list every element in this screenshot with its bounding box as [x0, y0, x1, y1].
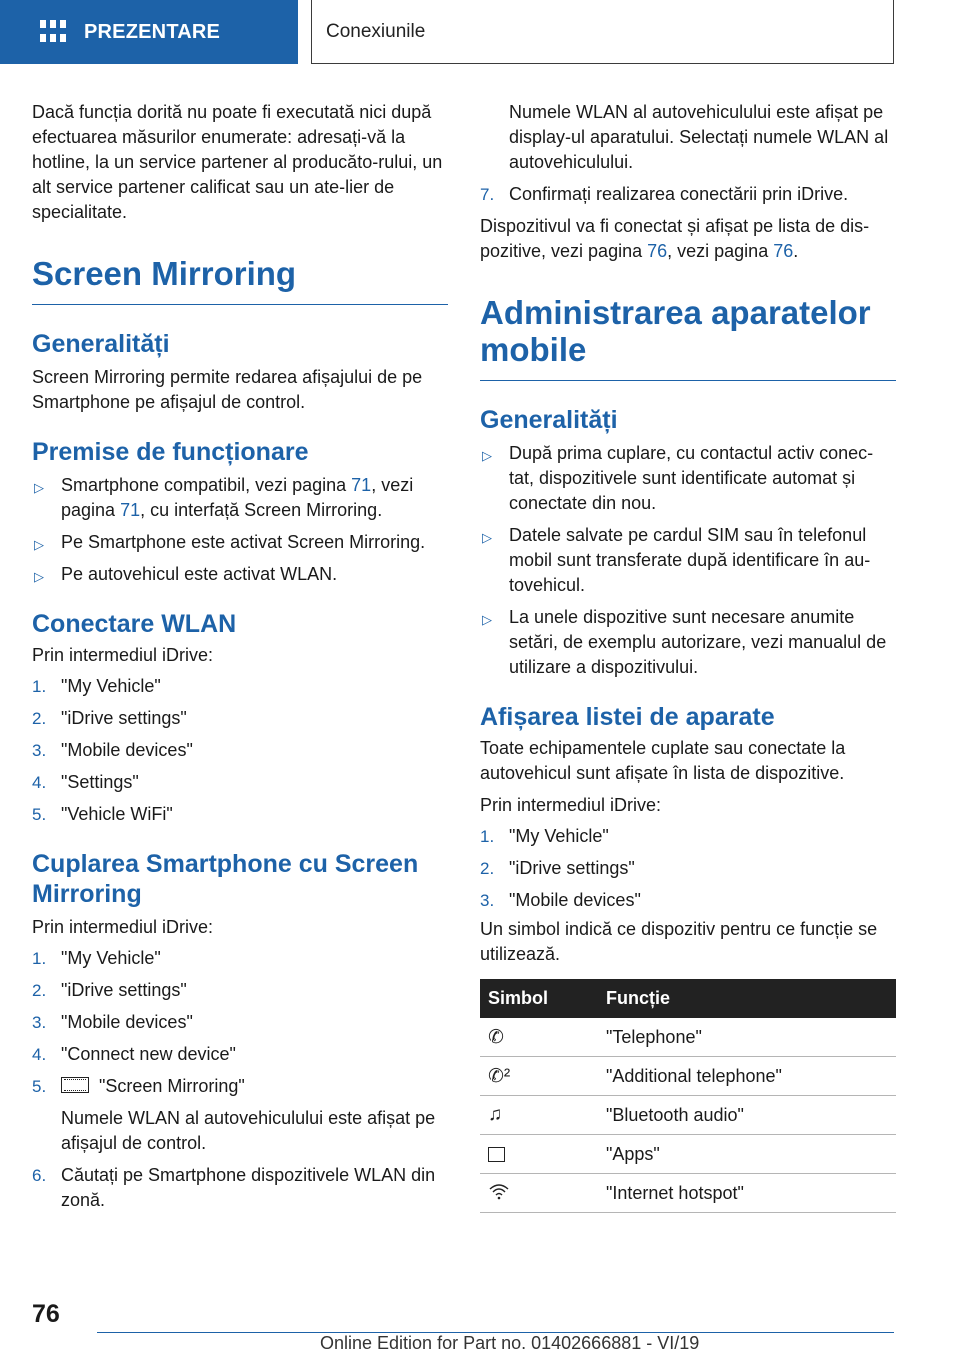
triangle-bullet-icon: ▷	[34, 480, 44, 495]
afisarea-intro: Prin intermediul iDrive:	[480, 795, 662, 815]
grid-menu-icon	[40, 20, 66, 44]
music-note-icon: ♫	[488, 1104, 503, 1125]
triangle-bullet-icon: ▷	[34, 537, 44, 552]
column-header-simbol: Simbol	[480, 979, 606, 1018]
step-subtext: Numele WLAN al autovehiculului este afișat pe afișajul de control.	[61, 1108, 436, 1153]
page-link[interactable]: 76	[647, 241, 668, 261]
wlan-steps	[32, 674, 448, 827]
step-item: 2. "iDrive settings"	[32, 980, 187, 1000]
afisarea-paragraph: Toate echipamentele cuplate sau conectate la autovehicul sunt afișate în lista de dispozitive.	[480, 738, 846, 783]
step-item: 5. "Screen Mirroring"	[32, 1076, 245, 1096]
table-row: ✆² "Additional telephone"	[480, 1057, 896, 1096]
list-item: ▷ Datele salvate pe cardul SIM sau în telefonul mobil sunt transferate după identificare în au-tovehicul.	[482, 525, 871, 595]
left-column	[32, 100, 448, 1213]
step-item: 7. Confirmați realizarea conectării prin iDrive.	[480, 184, 849, 204]
connected-paragraph: Dispozitivul va fi conectat și afișat pe lista de dis-pozitive, vezi pagina 76, vezi pagina 76.	[480, 216, 870, 261]
screen-mirroring-icon	[61, 1077, 89, 1093]
triangle-bullet-icon: ▷	[482, 448, 492, 463]
wifi-icon	[488, 1182, 510, 1200]
table-row: "Internet hotspot"	[480, 1174, 896, 1213]
step-item: 1. "My Vehicle"	[480, 826, 609, 846]
generalitati-list	[480, 441, 896, 680]
symbol-paragraph: Un simbol indică ce dispozitiv pentru ce funcție se utilizează.	[480, 919, 878, 964]
cuplarea-intro: Prin intermediul iDrive:	[32, 917, 214, 937]
step-item: 5. "Vehicle WiFi"	[32, 804, 173, 824]
afisarea-steps	[480, 824, 896, 913]
continued-steps	[480, 100, 896, 207]
section-tab[interactable]	[0, 0, 298, 64]
premise-list	[32, 473, 448, 587]
step-item: 2. "iDrive settings"	[32, 708, 187, 728]
phone-icon: ✆	[488, 1026, 504, 1048]
step-item: 3. "Mobile devices"	[32, 740, 193, 760]
page-link[interactable]: 71	[120, 500, 141, 520]
step-item: 3. "Mobile devices"	[32, 1012, 193, 1032]
list-item: ▷ Pe autovehicul este activat WLAN.	[32, 562, 448, 587]
step-item: 1. "My Vehicle"	[32, 676, 161, 696]
step-item: 3. "Mobile devices"	[480, 890, 641, 910]
page-link[interactable]: 76	[773, 241, 794, 261]
phone-2-icon: ✆²	[488, 1065, 511, 1087]
apps-square-icon	[488, 1147, 505, 1162]
wlan-intro: Prin intermediul iDrive:	[32, 645, 214, 665]
list-item: ▷ După prima cuplare, cu contactul activ conec-tat, dispozitivele sunt identificate automat și conectate din nou.	[482, 443, 874, 513]
cuplarea-steps	[32, 946, 448, 1213]
triangle-bullet-icon: ▷	[482, 530, 492, 545]
heading-cuplarea: Cuplarea Smartphone cu Screen Mirroring	[32, 850, 419, 908]
heading-premise: Premise de funcționare	[32, 438, 309, 466]
step-subtext: Numele WLAN al autovehiculului este afișat pe display-ul aparatului. Selectați numele WLAN al autovehiculului.	[509, 102, 889, 172]
table-row: "Apps"	[480, 1135, 896, 1174]
step-item: 2. "iDrive settings"	[480, 858, 635, 878]
step-item: 4. "Settings"	[32, 772, 139, 792]
symbol-table	[480, 979, 896, 1213]
list-item: ▷ Smartphone compatibil, vezi pagina 71, vezi pagina 71, cu interfață Screen Mirroring.	[34, 475, 414, 520]
table-row: ♫ "Bluetooth audio"	[480, 1096, 896, 1135]
triangle-bullet-icon: ▷	[34, 569, 44, 584]
page-link[interactable]: 71	[351, 475, 372, 495]
column-header-functie: Funcție	[606, 979, 896, 1018]
intro-paragraph: Dacă funcția dorită nu poate fi executată nici după efectuarea măsurilor enumerate: adresați-vă la hotline, la un service partener al producăto-rului, un alt service partener calificat sau un ate-lier de specialitate.	[32, 102, 443, 222]
right-column	[480, 100, 896, 1213]
list-item: ▷ Pe Smartphone este activat Screen Mirroring.	[32, 530, 448, 555]
triangle-bullet-icon: ▷	[482, 612, 492, 627]
heading-conectare-wlan: Conectare WLAN	[32, 610, 237, 638]
section-heading-administrarea: Administrarea aparatelor mobile	[480, 294, 896, 381]
table-header-row	[480, 979, 896, 1018]
heading-generalitati: Generalități	[32, 330, 170, 358]
table-row: ✆ "Telephone"	[480, 1018, 896, 1057]
section-heading-screen-mirroring: Screen Mirroring	[32, 255, 448, 305]
step-item: 1. "My Vehicle"	[32, 948, 161, 968]
heading-afisarea: Afișarea listei de aparate	[480, 703, 775, 731]
section-tab-label: PREZENTARE	[84, 20, 221, 43]
heading-generalitati-right: Generalități	[480, 406, 618, 434]
breadcrumb-label: Conexiunile	[326, 20, 426, 42]
page-number: 76	[32, 1300, 60, 1328]
breadcrumb	[311, 0, 894, 64]
list-item: ▷ La unele dispozitive sunt necesare anumite setări, de exemplu autorizare, vezi manualul de utilizare a dispozitivului.	[482, 607, 887, 677]
generalitati-paragraph: Screen Mirroring permite redarea afișajului de pe Smartphone pe afișajul de control.	[32, 367, 423, 412]
step-item: 6. Căutați pe Smartphone dispozitivele WLAN din zonă.	[32, 1165, 436, 1210]
step-item: 4. "Connect new device"	[32, 1044, 236, 1064]
footer-edition: Online Edition for Part no. 01402666881 - VI/19	[320, 1333, 700, 1353]
